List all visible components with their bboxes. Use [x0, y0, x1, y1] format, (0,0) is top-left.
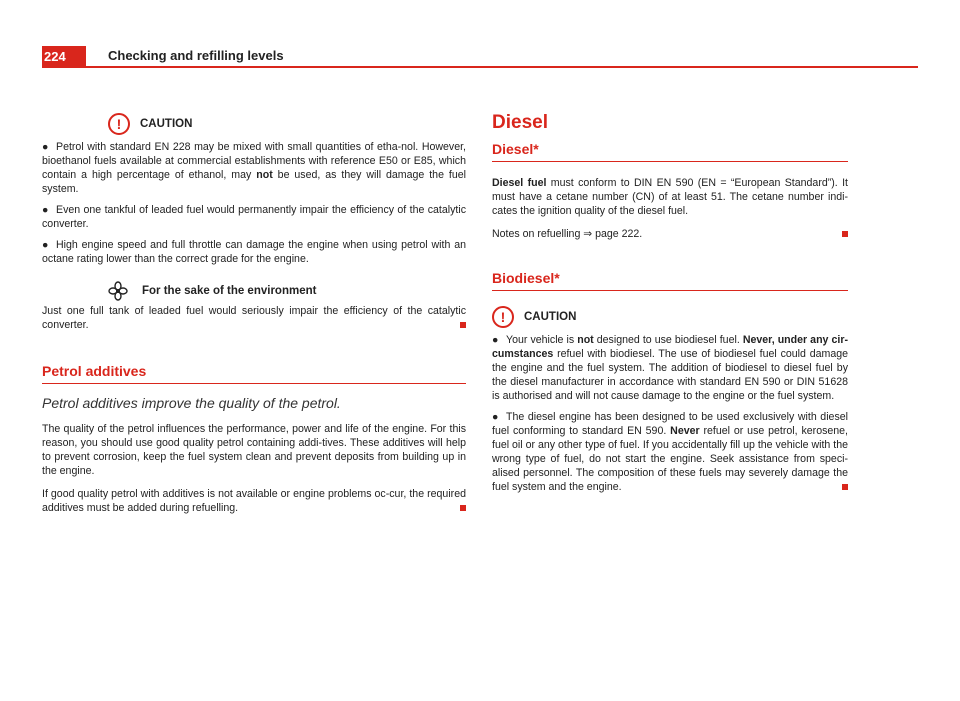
bold-term: not	[256, 169, 273, 181]
bold-term: not	[577, 334, 594, 346]
caution-bullet: ● The diesel engine has been designed to be used exclusively with diesel fuel conforming to standard EN 590. Never refuel or use petrol, kerosene, fuel oil or any other type of fuel. If you accidentally fill up the vehicle with the wrong type of fuel, do not start the engine. Seek assistance from speci-alised personnel. The composition of these fuels may severely damage the fuel system and the engine.	[492, 411, 848, 493]
section-title-diesel: Diesel*	[492, 142, 848, 162]
bold-term: Never, under any cir-cumstances	[492, 334, 848, 360]
chapter-title: Diesel	[492, 112, 548, 133]
environment-heading	[42, 280, 466, 302]
notes-link[interactable]: Notes on refuelling ⇒ page 222.	[492, 228, 643, 240]
section-subtitle: Petrol additives improve the quality of the petrol.	[42, 395, 341, 411]
caution-bullet-text: Petrol with standard EN 228 may be mixed with small quantities of etha-nol. However, bioethanol fuels available at commercial establishments with reference E50 or E85, which contain a high percentage of ethanol, may not be used, as they will damage the fuel system.	[42, 141, 466, 195]
paragraph	[42, 487, 466, 515]
paragraph	[492, 227, 848, 241]
end-mark	[460, 505, 466, 511]
caution-bullet: ● Your vehicle is not designed to use biodiesel fuel. Never, under any cir-cumstances refuel with biodiesel. The use of biodiesel fuel could damage the engine and the fuel system. The addition of biodiesel to diesel fuel by the diesel manufacturer in accordance with standard EN 590 or DIN 51628 is authorised and will not cause damage to the engine or the fuel system.	[492, 334, 848, 402]
end-mark	[842, 484, 848, 490]
text-part: refuel or use petrol, kerosene, fuel oil or any other type of fuel. If you accidentally fill up the vehicle with the wrong type of fuel, do not start the engine. Seek assistance from speci-alised personnel. The composition of these fuels may severely damage the fuel system and the engine.	[492, 425, 848, 493]
end-mark	[842, 231, 848, 237]
bold-term: Never	[670, 425, 700, 437]
header-rule	[86, 66, 918, 68]
end-mark	[460, 322, 466, 328]
text-part: refuel with biodiesel. The use of biodiesel fuel could damage the engine and the fuel system. The addition of biodiesel to diesel fuel by the diesel manufacturer in accordance with standard EN 590 or DIN 51628 is authorised and will not cause damage to the engine or the fuel system.	[492, 348, 848, 402]
paragraph-text: must conform to DIN EN 590 (EN = “European Standard”). It must have a cetane number (CN) of at least 51. The cetane number indi-cates the ignition quality of the diesel fuel.	[492, 177, 848, 217]
caution-title: CAUTION	[524, 311, 577, 323]
text-part: designed to use biodiesel fuel.	[593, 334, 743, 346]
page-number: 224	[42, 46, 86, 68]
bold-term: Diesel fuel	[492, 177, 547, 189]
caution-bullet-text: High engine speed and full throttle can damage the engine when using petrol with an octane rating lower than the correct grade for the engine.	[42, 239, 466, 265]
caution-bullet: ● High engine speed and full throttle can damage the engine when using petrol with an octane rating lower than the correct grade for the engine.	[42, 239, 466, 265]
caution-heading	[492, 305, 848, 329]
text-part: The diesel engine has been designed to be used exclusively with diesel fuel conforming to standard EN 590.	[492, 411, 848, 437]
right-column	[492, 112, 848, 501]
caution-bullet: ● Even one tankful of leaded fuel would permanently impair the efficiency of the catalytic converter.	[42, 204, 466, 230]
exclamation-circle-icon: !	[492, 306, 514, 328]
text-part: Your vehicle is	[506, 334, 578, 346]
caution-bullet-text: Even one tankful of leaded fuel would permanently impair the efficiency of the catalytic converter.	[42, 204, 466, 230]
header-title: Checking and refilling levels	[108, 48, 284, 63]
section-title-petrol-additives: Petrol additives	[42, 364, 466, 384]
caution-heading	[42, 112, 466, 136]
left-column	[42, 112, 466, 524]
flower-icon	[108, 281, 128, 301]
section-title-biodiesel: Biodiesel*	[492, 271, 848, 291]
paragraph-text: If good quality petrol with additives is not available or engine problems oc-cur, the required additives must be added during refuelling.	[42, 488, 466, 514]
paragraph: The quality of the petrol influences the performance, power and life of the engine. For this reason, you should use good quality petrol containing addi-tives. These additives will help to prevent corrosion, keep the fuel system clean and prevent deposits from building up in the engine.	[42, 423, 466, 477]
environment-text-content: Just one full tank of leaded fuel would seriously impair the efficiency of the catalytic converter.	[42, 305, 466, 331]
exclamation-circle-icon: !	[108, 113, 130, 135]
environment-title: For the sake of the environment	[142, 285, 317, 297]
environment-text	[42, 304, 466, 332]
caution-title: CAUTION	[140, 118, 193, 130]
caution-bullet: ● Petrol with standard EN 228 may be mixed with small quantities of etha-nol. However, bioethanol fuels available at commercial establishments with reference E50 or E85, which contain a high percentage of ethanol, may not be used, as they will damage the fuel system.	[42, 141, 466, 195]
paragraph	[492, 176, 848, 218]
